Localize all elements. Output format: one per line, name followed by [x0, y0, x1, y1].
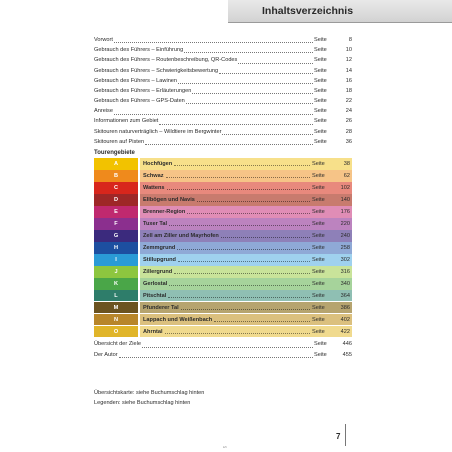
page-ref: 240: [340, 232, 350, 239]
hint-legends: Legenden: siehe Buchumschlag hinten: [94, 399, 191, 406]
tour-area-row[interactable]: [94, 158, 352, 170]
seite-label: Seite: [312, 268, 325, 275]
toc-entry[interactable]: [94, 137, 352, 147]
toc-entry[interactable]: [94, 106, 352, 116]
leader-dots: [219, 72, 313, 74]
toc-entry-title: Gebrauch des Führers – GPS-Daten: [94, 98, 185, 105]
tour-area-bar: [140, 290, 352, 302]
toc-entry[interactable]: [94, 55, 352, 65]
leader-dots: [184, 51, 313, 53]
seite-label: Seite: [314, 57, 327, 64]
leader-dots: [197, 197, 310, 202]
page-ref: 18: [345, 87, 352, 94]
tour-area-bar: [140, 158, 352, 170]
tour-area-bar: [140, 242, 352, 254]
leader-dots: [178, 257, 310, 262]
toc-entries: [94, 35, 352, 147]
seite-label: Seite: [312, 208, 325, 215]
page-ref: 24: [345, 108, 352, 115]
seite-label: Seite: [312, 316, 325, 323]
tour-area-name: Ahrntal: [143, 328, 163, 335]
tour-area-row[interactable]: [94, 302, 352, 314]
seite-label: Seite: [314, 118, 327, 125]
toc-entry-title: Gebrauch des Führers – Erläuterungen: [94, 87, 192, 94]
tour-area-name: Stillupgrund: [143, 256, 176, 263]
tour-area-letter-tab: J: [94, 266, 138, 278]
toc-entry-title: Gebrauch des Führers – Schwierigkeitsbewertung: [94, 67, 219, 74]
leader-dots: [238, 62, 313, 64]
leader-dots: [187, 209, 310, 214]
seite-label: Seite: [314, 351, 327, 358]
tour-area-row[interactable]: [94, 170, 352, 182]
toc-entry-title: Skitouren auf Pisten: [94, 138, 145, 145]
page-ref: 140: [340, 196, 350, 203]
page-ref: 316: [340, 268, 350, 275]
leader-dots: [186, 102, 313, 104]
seite-label: Seite: [314, 341, 327, 348]
seite-label: Seite: [312, 184, 325, 191]
tour-area-letter-tab: K: [94, 278, 138, 290]
tour-area-name: Zemmgrund: [143, 244, 176, 251]
toc-entry-title: Gebrauch des Führers – Routenbeschreibung, QR-Codes: [94, 57, 238, 64]
toc-entry[interactable]: [94, 86, 352, 96]
toc-entry[interactable]: [94, 350, 352, 360]
seite-label: Seite: [312, 256, 325, 263]
leader-dots: [222, 133, 313, 135]
tour-area-row[interactable]: [94, 206, 352, 218]
tour-area-bar: [140, 206, 352, 218]
leader-dots: [214, 317, 310, 322]
page-ref: 62: [343, 172, 350, 179]
leader-dots: [145, 143, 313, 145]
tour-area-bar: [140, 254, 352, 266]
seite-label: Seite: [312, 220, 325, 227]
leader-dots: [168, 293, 310, 298]
page-ref: 102: [340, 184, 350, 191]
seite-label: Seite: [312, 304, 325, 311]
page-rule: [345, 424, 346, 446]
page-ref: 340: [340, 280, 350, 287]
tour-area-row[interactable]: [94, 314, 352, 326]
hints: [94, 389, 204, 408]
seite-label: Seite: [314, 138, 327, 145]
page-title: Inhaltsverzeichnis: [262, 5, 354, 17]
toc-entry[interactable]: [94, 45, 352, 55]
tour-area-row[interactable]: [94, 194, 352, 206]
tour-area-row[interactable]: [94, 326, 352, 338]
page-ref: 422: [340, 328, 350, 335]
tour-area-bar: [140, 230, 352, 242]
tour-area-name: Brenner-Region: [143, 208, 186, 215]
toc-entry-title: Gebrauch des Führers – Einführung: [94, 47, 184, 54]
leader-dots: [169, 221, 310, 226]
tour-area-letter-tab: O: [94, 326, 138, 338]
tour-area-row[interactable]: [94, 182, 352, 194]
page-ref: 38: [343, 160, 350, 167]
table-of-contents: [94, 35, 352, 360]
tour-area-letter-tab: N: [94, 314, 138, 326]
tour-area-bar: [140, 182, 352, 194]
tour-area-name: Gerlostal: [143, 280, 168, 287]
seite-label: Seite: [314, 108, 327, 115]
tour-area-bar: [140, 266, 352, 278]
page-ref: 36: [345, 138, 352, 145]
page-ref: 402: [340, 316, 350, 323]
page-ref: 364: [340, 292, 350, 299]
tour-area-row[interactable]: [94, 242, 352, 254]
leader-dots: [178, 82, 313, 84]
tour-area-name: Zell am Ziller und Mayrhofen: [143, 232, 219, 239]
tour-area-row[interactable]: [94, 278, 352, 290]
page-ref: 176: [340, 208, 350, 215]
seite-label: Seite: [312, 160, 325, 167]
page-ref: 10: [345, 47, 352, 54]
tour-area-row[interactable]: [94, 254, 352, 266]
tour-areas: [94, 158, 352, 337]
leader-dots: [119, 356, 313, 358]
toc-entry[interactable]: [94, 339, 352, 349]
page-ref: 386: [340, 304, 350, 311]
tour-area-bar: [140, 326, 352, 338]
tour-area-letter-tab: A: [94, 158, 138, 170]
tour-area-bar: [140, 278, 352, 290]
page-ref: 26: [345, 118, 352, 125]
leader-dots: [167, 185, 310, 190]
seite-label: Seite: [314, 77, 327, 84]
tour-area-letter-tab: C: [94, 182, 138, 194]
leader-dots: [192, 92, 313, 94]
leader-dots: [159, 123, 313, 125]
seite-label: Seite: [312, 196, 325, 203]
leader-dots: [174, 269, 310, 274]
page-ref: 28: [345, 128, 352, 135]
toc-entry-title: Übersicht der Ziele: [94, 341, 141, 348]
toc-entry-title: Informationen zum Gebiet: [94, 118, 159, 125]
leader-dots: [114, 41, 313, 43]
tour-area-bar: [140, 302, 352, 314]
tour-area-name: Ellbögen und Navis: [143, 196, 195, 203]
seite-label: Seite: [312, 328, 325, 335]
tour-area-name: Schwaz: [143, 172, 164, 179]
leader-dots: [142, 346, 313, 348]
tour-area-bar: [140, 194, 352, 206]
toc-entry[interactable]: [94, 117, 352, 127]
page-number: 7: [336, 432, 341, 441]
page-ref: 258: [340, 244, 350, 251]
seite-label: Seite: [312, 244, 325, 251]
hint-overview-map: Übersichtskarte: siehe Buchumschlag hinten: [94, 390, 205, 396]
seite-label: Seite: [314, 87, 327, 94]
tour-area-letter-tab: M: [94, 302, 138, 314]
tour-area-letter-tab: I: [94, 254, 138, 266]
page-ref: 22: [345, 98, 352, 105]
tour-area-bar: [140, 218, 352, 230]
page-ref: 446: [342, 341, 352, 348]
page-ref: 302: [340, 256, 350, 263]
tour-area-bar: [140, 170, 352, 182]
seite-label: Seite: [314, 47, 327, 54]
toc-entry-title: Gebrauch des Führers – Lawinen: [94, 77, 178, 84]
toc-entry-title: Skitouren naturverträglich – Wildtiere im Bergwinter: [94, 128, 222, 135]
tour-area-name: Tuxer Tal: [143, 220, 168, 227]
toc-entry[interactable]: [94, 76, 352, 86]
tour-area-letter-tab: D: [94, 194, 138, 206]
seite-label: Seite: [314, 36, 327, 43]
seite-label: Seite: [314, 67, 327, 74]
toc-entry-title: Anreise: [94, 108, 113, 115]
leader-dots: [169, 281, 310, 286]
toc-entry[interactable]: [94, 66, 352, 76]
leader-dots: [174, 161, 310, 166]
tour-area-row[interactable]: [94, 230, 352, 242]
toc-entry[interactable]: [94, 35, 352, 45]
closing-entries: [94, 339, 352, 359]
tour-area-letter-tab: G: [94, 230, 138, 242]
tour-area-row[interactable]: [94, 218, 352, 230]
page-ref: 455: [342, 351, 352, 358]
seite-label: Seite: [312, 172, 325, 179]
tour-area-row[interactable]: [94, 266, 352, 278]
seite-label: Seite: [312, 292, 325, 299]
toc-entry-title: Der Autor: [94, 351, 118, 358]
tour-area-letter-tab: L: [94, 290, 138, 302]
tour-area-row[interactable]: [94, 290, 352, 302]
tour-area-name: Pitschtal: [143, 292, 167, 299]
toc-entry[interactable]: [94, 127, 352, 137]
tour-area-name: Hochfügen: [143, 160, 173, 167]
tour-area-bar: [140, 314, 352, 326]
leader-dots: [177, 245, 310, 250]
leader-dots: [114, 113, 313, 115]
seite-label: Seite: [312, 232, 325, 239]
tour-area-letter-tab: F: [94, 218, 138, 230]
toc-entry[interactable]: [94, 96, 352, 106]
tour-area-name: Zillergrund: [143, 268, 173, 275]
tour-area-letter-tab: E: [94, 206, 138, 218]
toc-entry-title: Vorwort: [94, 36, 113, 43]
page-ref: 12: [345, 57, 352, 64]
page-ref: 16: [345, 77, 352, 84]
leader-dots: [221, 233, 310, 238]
tour-area-name: Wattens: [143, 184, 165, 191]
seite-label: Seite: [314, 128, 327, 135]
seite-label: Seite: [312, 280, 325, 287]
tour-area-name: Lappach und Weißenbach: [143, 316, 213, 323]
tour-area-letter-tab: B: [94, 170, 138, 182]
leader-dots: [181, 305, 310, 310]
seite-label: Seite: [314, 98, 327, 105]
leader-dots: [166, 173, 310, 178]
tour-area-letter-tab: H: [94, 242, 138, 254]
page-ref: 14: [345, 67, 352, 74]
tourengebiete-heading: Tourengebiete: [94, 150, 135, 157]
page-ref: 220: [340, 220, 350, 227]
page-ref: 8: [348, 36, 352, 43]
tour-area-name: Pfunderer Tal: [143, 304, 179, 311]
bottom-mark: ᔕ: [223, 444, 227, 449]
leader-dots: [165, 329, 310, 334]
